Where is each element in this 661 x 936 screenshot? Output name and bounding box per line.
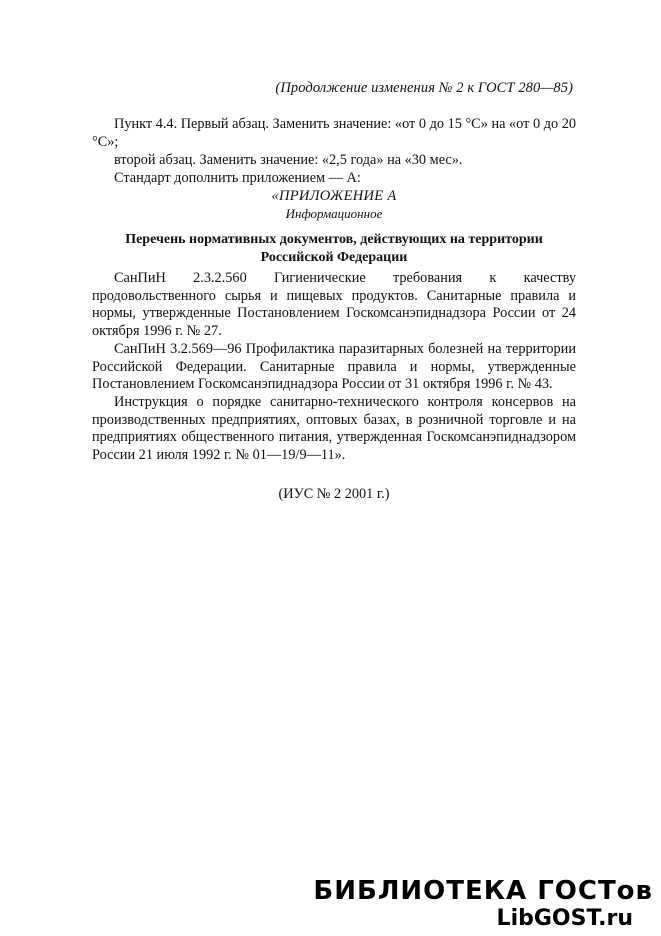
amendment-intro [92, 115, 576, 223]
document-item-sanpin-560: СанПиН 2.3.2.560 Гигиенические требования к качеству продовольственного сырья и пищевых продуктов. Санитарные правила и нормы, утвержденные Постановлением Госкомсанэпиднадзора России от 24 октября 1996 г. № 27. [92, 270, 576, 340]
continuation-header: (Продолжение изменения № 2 к ГОСТ 280—85) [275, 80, 573, 96]
appendix-title: «ПРИЛОЖЕНИЕ А [271, 188, 397, 204]
amendment-paragraph-1: Пункт 4.4. Первый абзац. Заменить значение: «от 0 до 15 °С» на «от 0 до 20 °С»; [92, 116, 576, 150]
ius-reference: (ИУС № 2 2001 г.) [278, 486, 390, 502]
amendment-paragraph-2: второй абзац. Заменить значение: «2,5 года» на «30 мес». [114, 152, 463, 168]
library-watermark [313, 876, 653, 932]
appendix-subtitle: Информационное [285, 206, 383, 221]
document-item-instruction: Инструкция о порядке санитарно-технического контроля консервов на производственных предприятиях, оптовых базах, в розничной торговле и на предприятиях общественного питания, утвержденная Госкомсанэпиднадзором России 21 июля 1992 г. № 01—19/9—11». [92, 393, 576, 464]
amendment-paragraph-3: Стандарт дополнить приложением — А: [114, 170, 361, 186]
documents-list [92, 270, 576, 465]
watermark-site: LibGOST.ru [496, 906, 633, 931]
watermark-library-name: БИБЛИОТЕКА ГОСТов [313, 876, 653, 906]
document-item-sanpin-569: СанПиН 3.2.569—96 Профилактика паразитарных болезней на территории Российской Федерации. Санитарные правила и нормы, утвержденные Постановлением Госкомсанэпиднадзора России от 31 октября 1996 г. № 43. [92, 340, 576, 393]
section-heading: Перечень нормативных документов, действующих на территории Российской Федерации [125, 232, 543, 265]
